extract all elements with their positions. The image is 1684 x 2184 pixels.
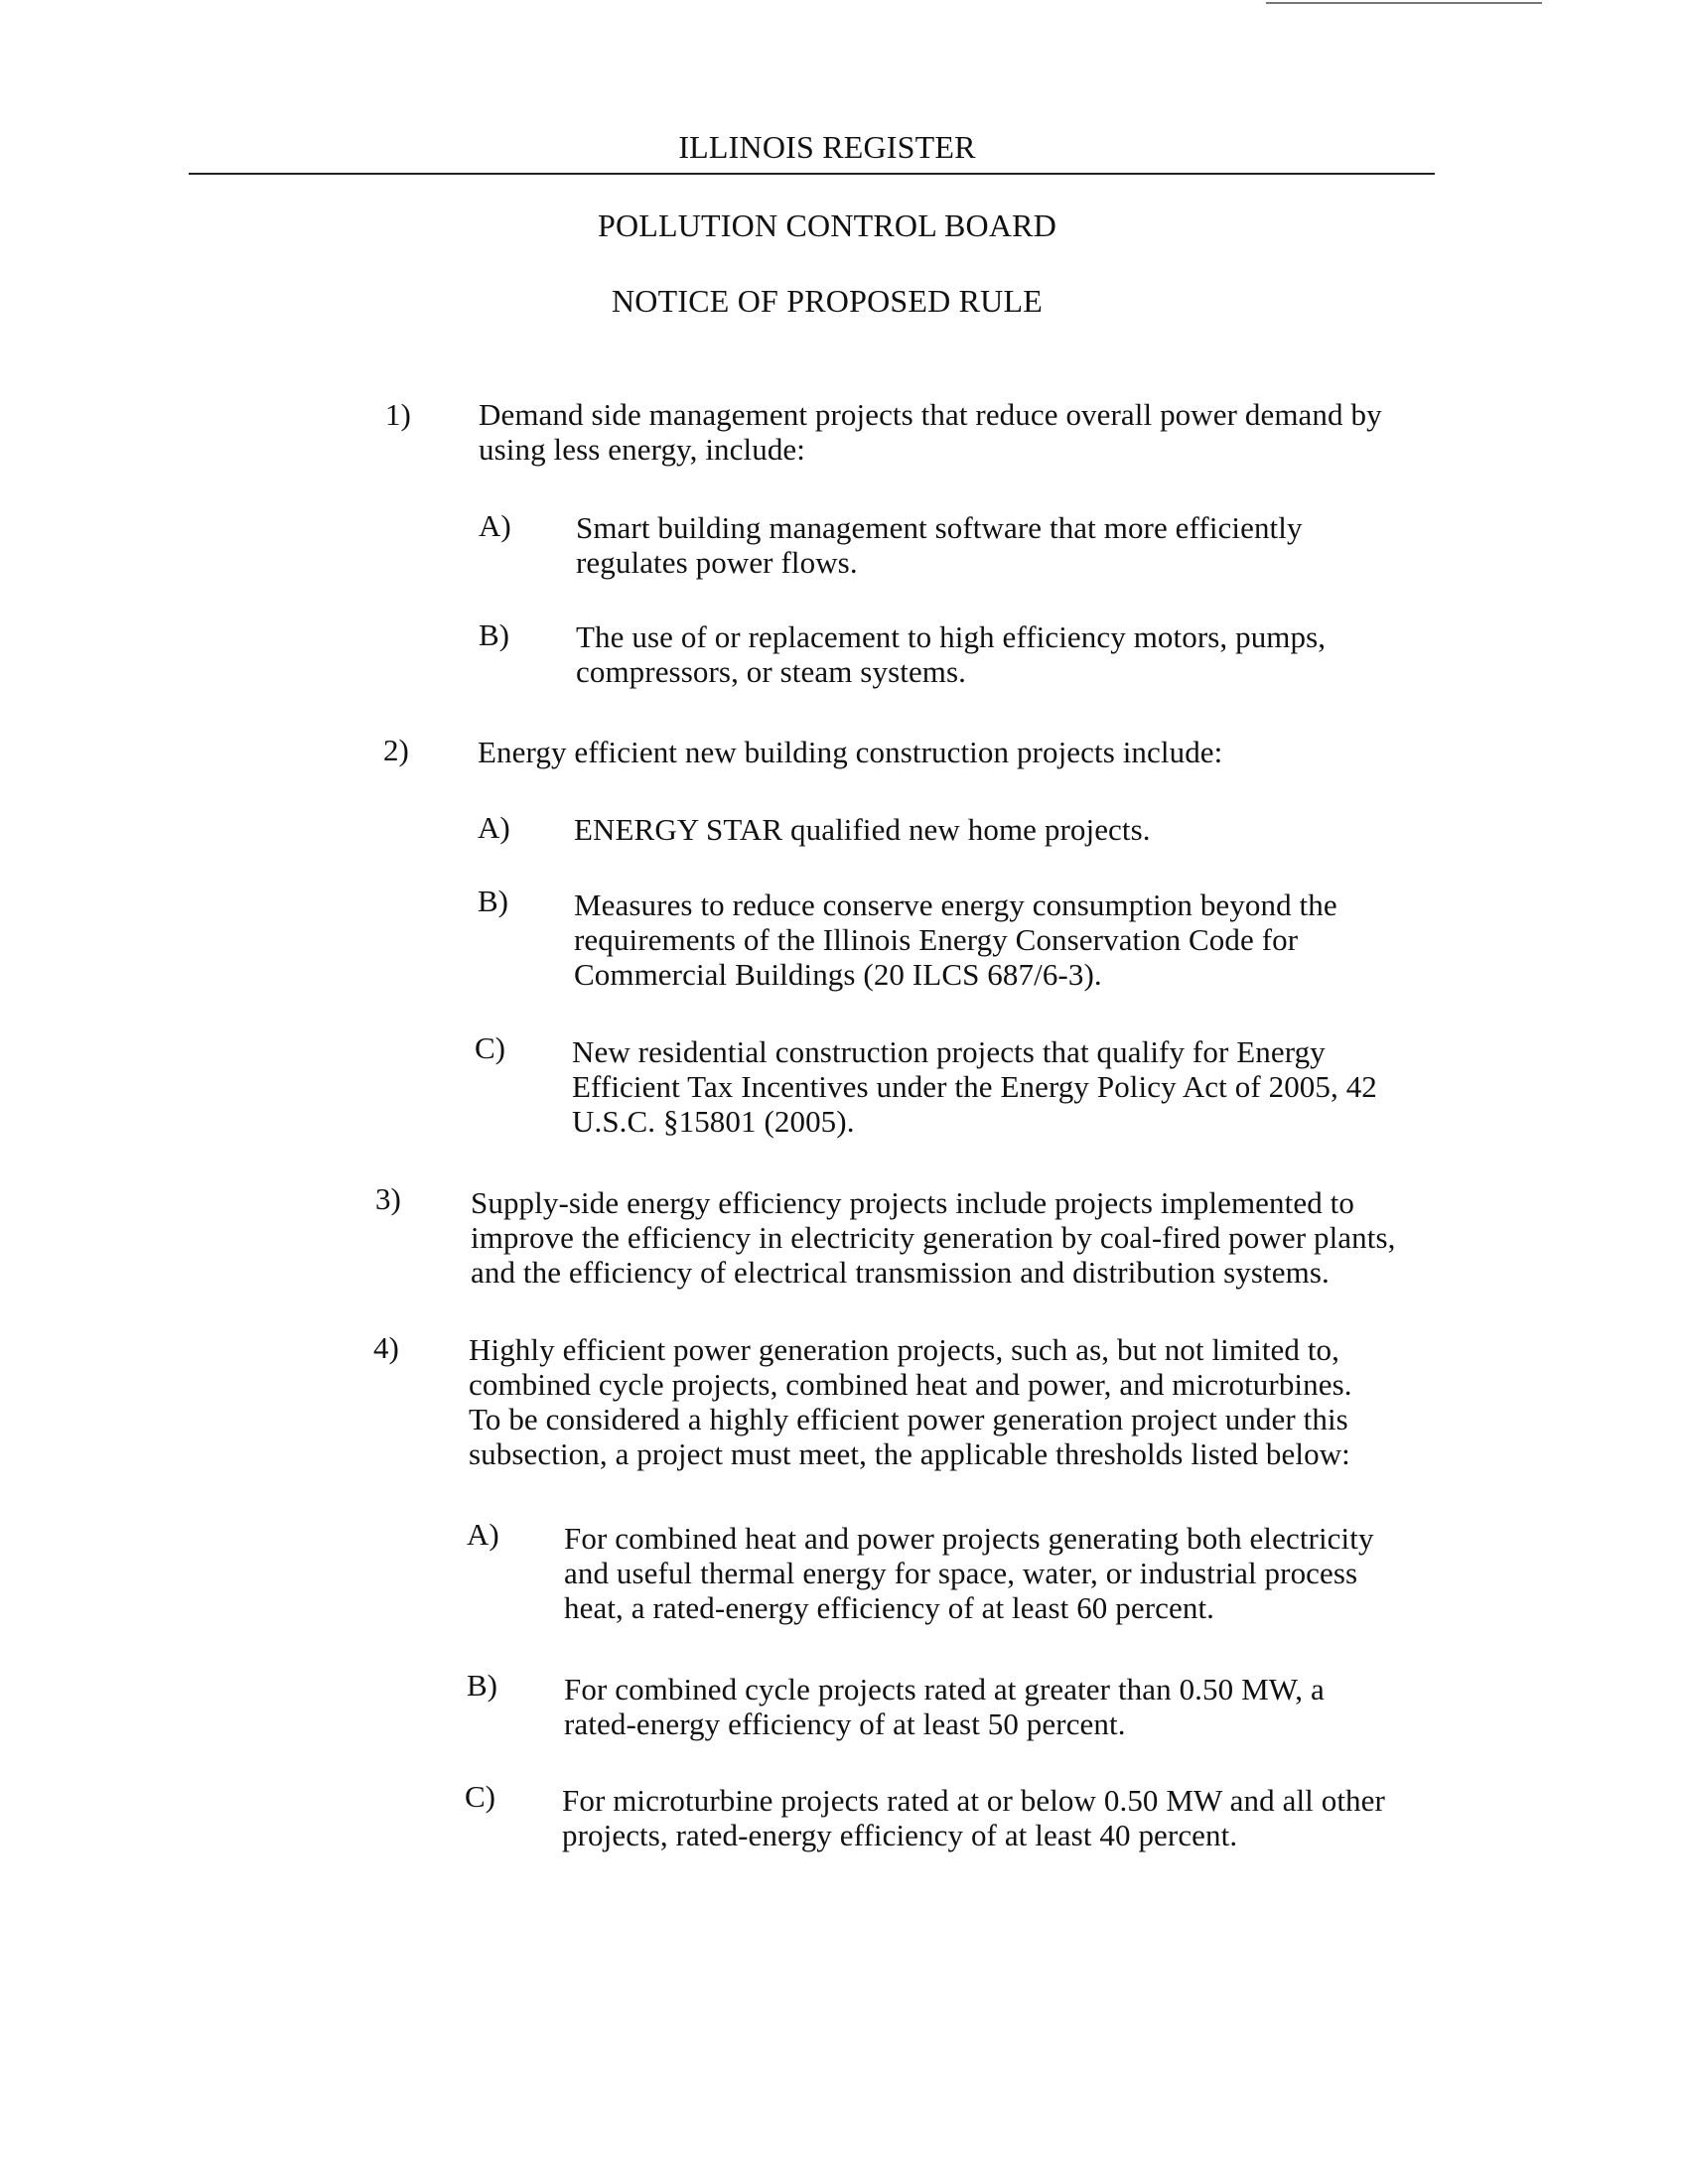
subitem-letter: C) [475,1030,505,1065]
subitem-text [576,619,1326,689]
text-line: Demand side management projects that reduce overall power demand by [479,397,1382,432]
item-number: 4) [373,1330,399,1365]
text-line: requirements of the Illinois Energy Conservation Code for [574,922,1299,957]
text-line: Highly efficient power generation projects, such as, but not limited to, [469,1332,1340,1367]
board-name: POLLUTION CONTROL BOARD [597,207,1057,243]
subitem-letter: B) [478,884,508,918]
text-line: and useful thermal energy for space, water, or industrial process [564,1556,1358,1590]
text-line: For combined heat and power projects generating both electricity [564,1521,1374,1556]
text-line: combined cycle projects, combined heat and power, and microturbines. [469,1367,1352,1402]
text-line: Measures to reduce conserve energy consumption beyond the [574,887,1337,922]
text-line: Energy efficient new building construction projects include: [478,735,1223,769]
text-line: and the efficiency of electrical transmission and distribution systems. [471,1255,1330,1290]
text-line: using less energy, include: [479,432,806,467]
text-line: heat, a rated-energy efficiency of at least 60 percent. [564,1590,1215,1625]
text-line: The use of or replacement to high efficiency motors, pumps, [576,619,1327,654]
subitem-letter: A) [479,508,511,543]
text-line: Smart building management software that more efficiently [576,510,1303,545]
text-line: To be considered a highly efficient power generation project under this [469,1402,1348,1436]
subitem-text [564,1521,1374,1625]
text-line: U.S.C. §15801 (2005). [572,1104,855,1139]
item-number: 2) [383,733,409,767]
subitem-text [574,887,1337,992]
text-line: Supply-side energy efficiency projects include projects implemented to [471,1185,1354,1220]
text-line: regulates power flows. [576,545,858,580]
item-text [471,1185,1395,1290]
text-line: For microturbine projects rated at or below 0.50 MW and all other [562,1783,1385,1818]
subitem-letter: B) [467,1668,497,1703]
subitem-text [572,1034,1377,1139]
subitem-letter: C) [465,1779,495,1814]
text-line: projects, rated-energy efficiency of at least 40 percent. [562,1818,1238,1852]
text-line: rated-energy efficiency of at least 50 percent. [564,1706,1126,1741]
register-title: ILLINOIS REGISTER [678,129,976,165]
scan-artifact-line [1266,2,1542,4]
subitem-letter: B) [479,617,509,652]
item-text [479,397,1382,467]
item-number: 3) [375,1181,401,1216]
text-line: For combined cycle projects rated at greater than 0.50 MW, a [564,1672,1325,1706]
item-text [469,1332,1352,1471]
subitem-text [576,510,1303,580]
header-rule [189,173,1435,175]
subitem-text [564,1672,1325,1741]
text-line: New residential construction projects that qualify for Energy [572,1034,1326,1069]
subitem-text [574,812,1151,847]
text-line: compressors, or steam systems. [576,654,967,689]
subitem-letter: A) [467,1517,499,1552]
item-text [478,735,1222,769]
text-line: Efficient Tax Incentives under the Energy Policy Act of 2005, 42 [572,1069,1377,1104]
text-line: ENERGY STAR qualified new home projects. [574,812,1151,847]
item-number: 1) [385,397,411,432]
text-line: Commercial Buildings (20 ILCS 687/6-3). [574,957,1102,992]
notice-title: NOTICE OF PROPOSED RULE [612,283,1043,319]
subitem-text [562,1783,1385,1852]
subitem-letter: A) [478,810,510,845]
text-line: subsection, a project must meet, the applicable thresholds listed below: [469,1436,1350,1471]
text-line: improve the efficiency in electricity generation by coal-fired power plants, [471,1220,1396,1255]
